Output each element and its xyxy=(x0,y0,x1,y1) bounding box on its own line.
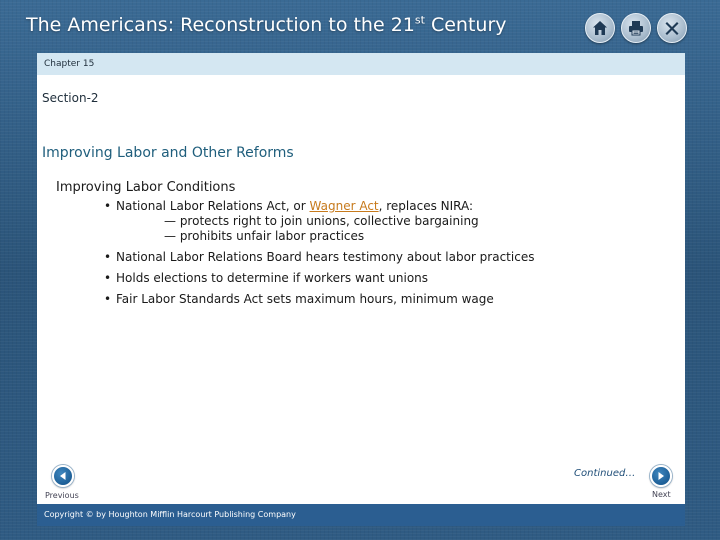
title-end: Century xyxy=(424,14,507,36)
bullet-text: Fair Labor Standards Act sets maximum hours, minimum wage xyxy=(116,292,494,306)
bullet-text: National Labor Relations Act, or xyxy=(116,199,310,213)
bullet-marker: • xyxy=(104,199,112,213)
previous-button[interactable] xyxy=(52,465,74,487)
copyright-text: Copyright © by Houghton Mifflin Harcourt Publishing Company xyxy=(44,510,296,519)
chapter-bar xyxy=(37,53,685,75)
close-button[interactable] xyxy=(657,13,687,43)
home-icon xyxy=(591,19,609,37)
bullet-text: National Labor Relations Board hears testimony about labor practices xyxy=(116,250,535,264)
list-item xyxy=(104,271,534,286)
next-button[interactable] xyxy=(650,465,672,487)
footer-bar xyxy=(37,504,685,526)
next-label[interactable]: Next xyxy=(652,490,671,499)
bullet-marker: • xyxy=(104,271,112,285)
bullet-list xyxy=(104,199,534,307)
bullet-text: , replaces NIRA: xyxy=(378,199,474,213)
bullet-text: Holds elections to determine if workers want unions xyxy=(116,271,429,285)
list-subitem: — prohibits unfair labor practices xyxy=(164,229,365,243)
bullet-marker: • xyxy=(104,250,112,264)
title-superscript: st xyxy=(414,13,425,27)
list-item xyxy=(104,250,534,265)
close-icon xyxy=(663,19,681,37)
list-item xyxy=(104,292,534,307)
content-panel xyxy=(37,53,685,504)
print-button[interactable] xyxy=(621,13,651,43)
slide-heading: Improving Labor and Other Reforms xyxy=(42,145,294,161)
arrow-left-icon xyxy=(58,471,68,481)
app-title xyxy=(26,14,507,36)
home-button[interactable] xyxy=(585,13,615,43)
bullet-marker: • xyxy=(104,292,112,306)
section-label: Section-2 xyxy=(42,91,99,105)
chapter-label: Chapter 15 xyxy=(44,59,95,69)
list-item xyxy=(104,199,534,214)
continued-label: Continued… xyxy=(574,468,636,479)
slide-subheading: Improving Labor Conditions xyxy=(56,180,236,195)
arrow-right-icon xyxy=(656,471,666,481)
title-main: The Americans: Reconstruction to the 21 xyxy=(26,14,415,36)
previous-label[interactable]: Previous xyxy=(45,491,79,500)
wagner-act-link[interactable]: Wagner Act xyxy=(309,199,379,213)
print-icon xyxy=(627,19,645,37)
list-subitem: — protects right to join unions, collective bargaining xyxy=(164,214,479,228)
